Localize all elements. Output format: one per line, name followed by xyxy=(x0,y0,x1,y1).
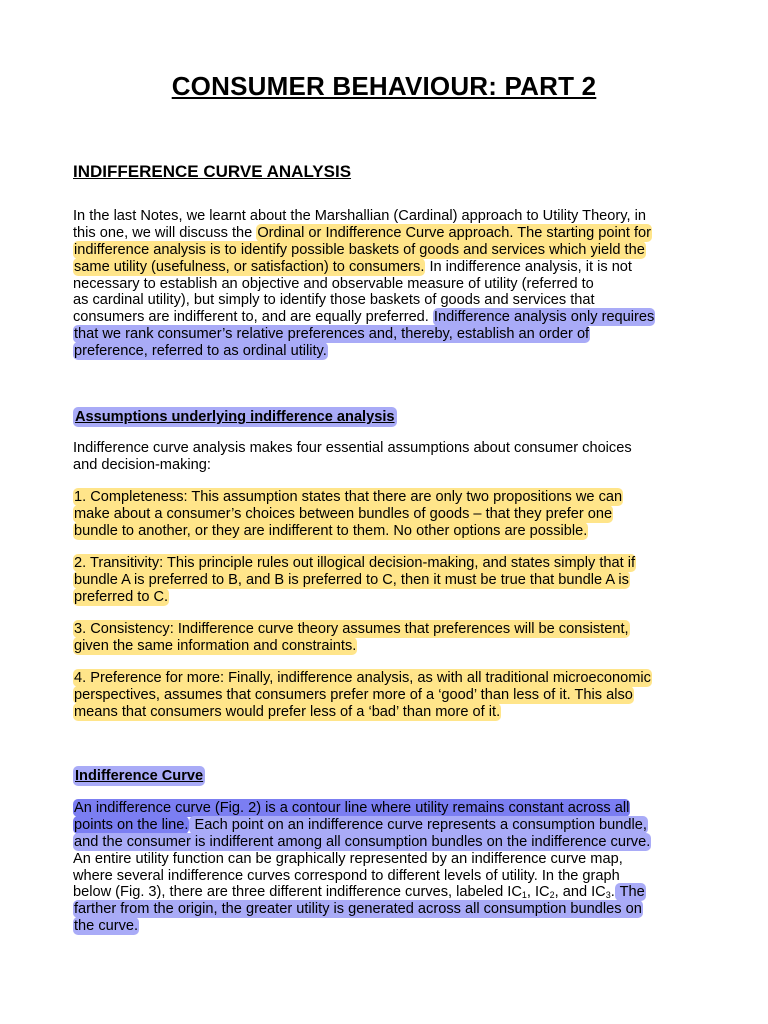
text-line xyxy=(73,884,703,901)
highlight-yellow: means that consumers would prefer less of a ‘bad’ than more of it. xyxy=(74,703,501,720)
text-line xyxy=(73,918,703,935)
section-heading: INDIFFERENCE CURVE ANALYSIS xyxy=(73,162,352,181)
text-line xyxy=(73,489,703,506)
page-title: CONSUMER BEHAVIOUR: PART 2 xyxy=(171,71,597,101)
text-line xyxy=(73,326,703,343)
highlight-blue-dark: An indifference curve (Fig. 2) is a contour line where utility remains constant across all xyxy=(74,800,630,816)
text-line xyxy=(73,800,703,817)
assumptions-heading xyxy=(73,409,397,425)
text-run: , and IC xyxy=(554,884,606,901)
highlight-yellow: preferred to C. xyxy=(74,588,169,605)
highlight-yellow: 2. Transitivity: This principle rules out illogical decision-making, and states simply that if xyxy=(74,555,636,571)
highlight-blue: that we rank consumer’s relative preferences and, thereby, establish an order of xyxy=(74,326,590,343)
text-line xyxy=(73,621,703,638)
text-run: below (Fig. 3), there are three different indifference curves, labeled IC xyxy=(73,884,522,901)
text-line xyxy=(73,589,703,606)
highlight-blue: Indifference analysis only requires xyxy=(433,309,655,326)
highlight-yellow: bundle to another, or they are indifferent to them. No other options are possible. xyxy=(74,522,588,539)
text-line xyxy=(73,638,703,655)
text-run: Indifference curve analysis makes four essential assumptions about consumer choices xyxy=(73,440,632,456)
assumption-consistency xyxy=(73,621,703,655)
text-line xyxy=(73,555,703,572)
highlight-yellow: make about a consumer’s choices between bundles of goods – that they prefer one xyxy=(74,505,613,522)
text-line xyxy=(73,851,703,868)
highlight-yellow: 3. Consistency: Indifference curve theory assumes that preferences will be consistent, xyxy=(74,621,629,637)
highlight-yellow: bundle A is preferred to B, and B is preferred to C, then it must be true that bundle A is xyxy=(74,571,629,588)
highlight-yellow: 1. Completeness: This assumption states that there are only two propositions we can xyxy=(74,489,623,505)
highlight-blue: The xyxy=(615,884,645,901)
highlight-yellow: indifference analysis is to identify possible baskets of goods and services which yield the xyxy=(74,241,645,258)
text-run: . xyxy=(610,884,615,901)
highlight-blue: Assumptions underlying indifference analysis xyxy=(75,409,395,425)
text-line xyxy=(73,242,703,259)
highlight-blue: Each point on an indifference curve represents a consumption bundle, xyxy=(190,816,647,833)
assumption-preference xyxy=(73,670,703,721)
text-line xyxy=(73,834,703,851)
assumptions-intro xyxy=(73,440,703,474)
highlight-yellow: same utility (usefulness, or satisfaction) to consumers. xyxy=(74,258,425,275)
text-run: where several indifference curves correspond to different levels of utility. In the graph xyxy=(73,867,620,884)
text-run: and decision-making: xyxy=(73,456,211,473)
subscript: 3 xyxy=(605,890,611,901)
highlight-blue: preference, referred to as ordinal utility. xyxy=(74,343,327,360)
text-line xyxy=(73,687,703,704)
text-run: consumers are indifferent to, and are equally preferred. xyxy=(73,309,433,326)
highlight-yellow: Ordinal or Indifference Curve approach. The starting point for xyxy=(257,224,652,241)
text-run: In indifference analysis, it is not xyxy=(425,258,632,275)
subscript: 1 xyxy=(521,890,527,901)
text-line xyxy=(73,343,703,360)
indifference-curve-heading xyxy=(73,768,205,784)
text-line xyxy=(73,309,703,326)
text-run: this one, we will discuss the xyxy=(73,224,257,241)
highlight-yellow: given the same information and constraints. xyxy=(74,637,357,654)
highlight-blue: farther from the origin, the greater utility is generated across all consumption bundles on xyxy=(74,901,642,918)
intro-paragraph xyxy=(73,208,703,360)
highlight-yellow: perspectives, assumes that consumers prefer more of a ‘good’ than less of it. This also xyxy=(74,686,633,703)
text-line xyxy=(73,440,703,457)
text-run: An entire utility function can be graphically represented by an indifference curve map, xyxy=(73,850,623,867)
text-run: necessary to establish an objective and observable measure of utility (referred to xyxy=(73,275,594,292)
text-line xyxy=(73,259,703,276)
assumption-completeness xyxy=(73,489,703,540)
text-line xyxy=(73,292,703,309)
text-line xyxy=(73,817,703,834)
text-line xyxy=(73,901,703,918)
highlight-blue: the curve. xyxy=(74,918,139,935)
text-line xyxy=(73,670,703,687)
text-line xyxy=(73,457,703,474)
text-run: , IC xyxy=(526,884,550,901)
subscript: 2 xyxy=(549,890,555,901)
text-line xyxy=(73,523,703,540)
indifference-curve-paragraph xyxy=(73,800,703,935)
highlight-blue-dark: points on the line. xyxy=(74,816,189,833)
highlight-yellow: 4. Preference for more: Finally, indifference analysis, as with all traditional microeconomic xyxy=(74,670,651,686)
highlight-blue: Indifference Curve xyxy=(75,768,204,784)
text-line xyxy=(73,572,703,589)
highlight-blue: and the consumer is indifferent among all consumption bundles on the indifference curve. xyxy=(74,833,651,850)
text-line xyxy=(73,225,703,242)
text-line xyxy=(73,276,703,293)
text-line xyxy=(73,868,703,885)
text-line xyxy=(73,704,703,721)
text-line xyxy=(73,208,703,225)
text-run: In the last Notes, we learnt about the Marshallian (Cardinal) approach to Utility Theory, in xyxy=(73,208,646,224)
text-run: as cardinal utility), but simply to identify those baskets of goods and services that xyxy=(73,292,595,309)
text-line xyxy=(73,506,703,523)
assumption-transitivity xyxy=(73,555,703,606)
